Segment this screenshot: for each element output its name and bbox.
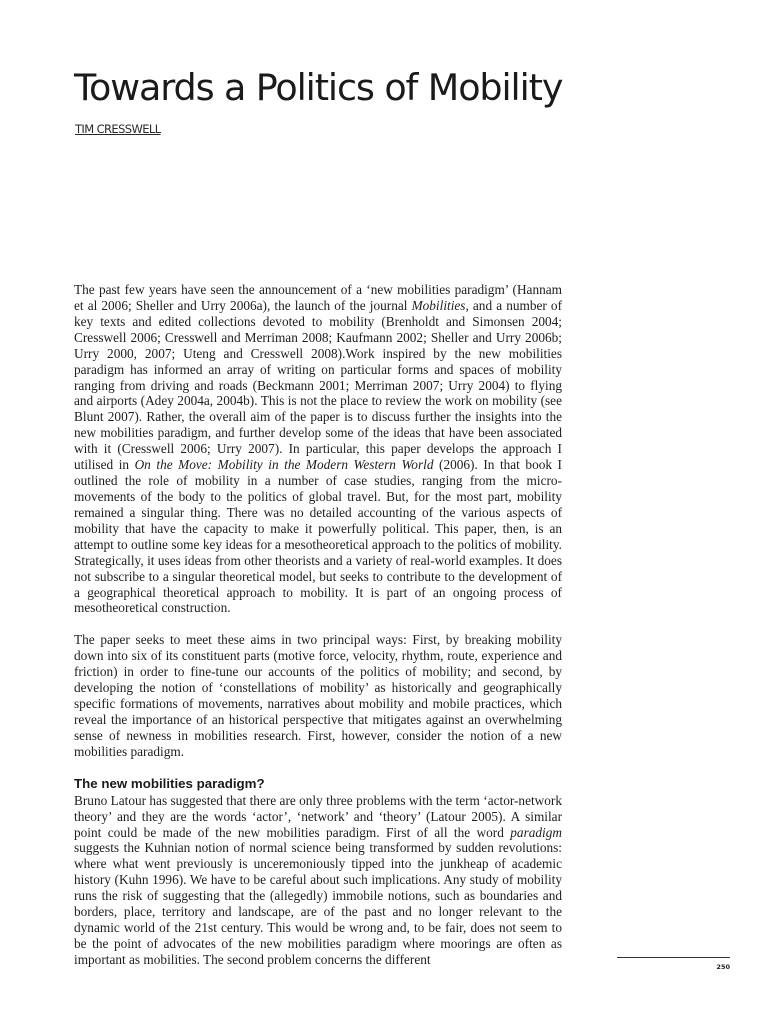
text-run: (2006). In that book I outlined the role of mobility in a number of case studies, ranging from the micro-movements of the body to the politics of global travel. But, for the most part, mobility remained a singular thing. There was no detailed accounting of the various aspects of mobility that have the capacity to make it powerfully political. This paper, then, is an attempt to outline some key ideas for a mesotheoretical approach to the politics of mobility. Strategically, it uses ideas from other theorists and a variety of real-world examples. It does not subscribe to a singular theoretical model, but seeks to contribute to the development of a geographical theoretical approach to mobility. It is part of an ongoing process of mesotheoretical construction. xyxy=(74,457,562,616)
section-paragraph xyxy=(74,793,562,968)
article-body xyxy=(74,282,562,968)
italic-text-run: paradigm xyxy=(510,824,562,840)
text-run: , and a number of key texts and edited collections devoted to mobility (Brenholdt and Simonsen 2004; Cresswell 2006; Cresswell and Merriman 2008; Kaufmann 2002; Sheller and Urry 2006b; Urry 2000, 2007; Uteng and Cresswell 2008).Work inspired by the new mobilities paradigm has informed an array of writing on particular forms and spaces of mobility ranging from driving and roads (Beckmann 2001; Merriman 2007; Urry 2004) to flying and airports (Adey 2004a, 2004b). This is not the place to review the work on mobility (see Blunt 2007). Rather, the overall aim of the paper is to discuss further the insights into the new mobilities paradigm, and further develop some of the ideas that have been associated with it (Cresswell 2006; Urry 2007). In particular, this paper develops the approach I utilised in xyxy=(74,297,562,473)
text-run: suggests the Kuhnian notion of normal science being transformed by sudden revolutions: where what went previously is unceremoniously tipped into the junkheap of academic history (Kuhn 1996). We have to be careful about such implications. Any study of mobility runs the risk of suggesting that the (allegedly) immobile notions, such as boundaries and borders, place, territory and landscape, are of the past and no longer relevant to the dynamic world of the 21st century. This would be wrong and, to be fair, does not seem to be the point of advocates of the new mobilities paradigm where moorings are often as important as mobilities. The second problem concerns the different xyxy=(74,840,562,967)
body-paragraph-2 xyxy=(74,632,562,759)
section-heading: The new mobilities paradigm? xyxy=(74,775,265,791)
body-paragraph-1 xyxy=(74,282,562,616)
text-run: The past few years have seen the announcement of a ‘new mobilities paradigm’ (Hannam et al 2006; Sheller and Urry 2006a), the launch of the journal xyxy=(74,282,562,313)
text-run: Bruno Latour has suggested that there are only three problems with the term ‘actor-network theory’ and they are the words ‘actor’, ‘network’ and ‘theory’ (Latour 2005). A similar point could be made of the new mobilities paradigm. First of all the word xyxy=(74,792,562,840)
italic-text-run: On the Move: Mobility in the Modern Western World xyxy=(134,457,434,473)
article-author: TIM CRESSWELL xyxy=(75,122,161,136)
article-title: Towards a Politics of Mobility xyxy=(74,66,563,109)
italic-text-run: Mobilities xyxy=(411,297,466,313)
footer-rule xyxy=(617,957,730,958)
page-number: 250 xyxy=(716,963,730,971)
text-run: The paper seeks to meet these aims in two principal ways: First, by breaking mobility down into six of its constituent parts (motive force, velocity, rhythm, route, experience and friction) in order to fine-tune our accounts of the politics of mobility; and second, by developing the notion of ‘constellations of mobility’ as historically and geographically specific formations of movements, narratives about mobility and mobile practices, which reveal the importance of an historical perspective that mitigates against an overwhelming sense of newness in mobilities research. First, however, consider the notion of a new mobilities paradigm. xyxy=(74,632,562,759)
